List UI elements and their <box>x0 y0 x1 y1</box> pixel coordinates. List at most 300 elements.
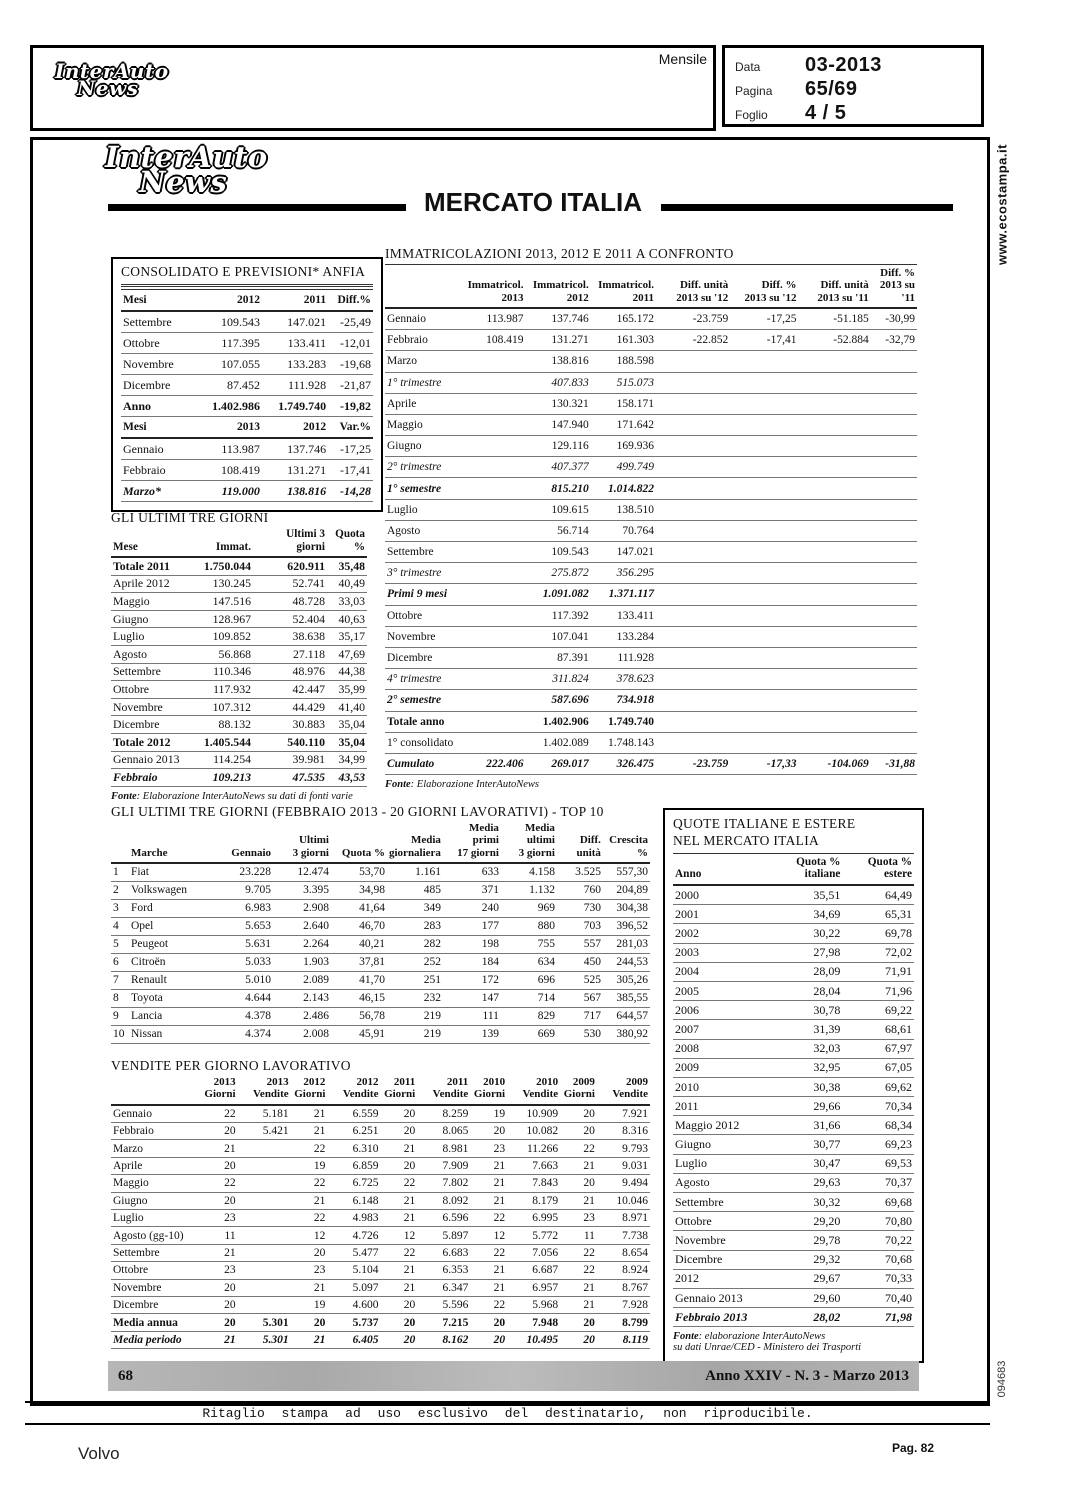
table-row <box>673 1058 914 1077</box>
table-cell: 6.251 <box>327 1123 380 1140</box>
table-cell <box>798 372 870 393</box>
table-cell: 107.312 <box>189 698 253 716</box>
meta-row-foglio <box>735 102 971 126</box>
table-cell: 2.008 <box>273 1025 331 1043</box>
table-cell <box>730 436 798 457</box>
table-cell: 6.596 <box>417 1209 470 1226</box>
table-cell: 21 <box>470 1262 507 1279</box>
table-cell: 34,99 <box>327 751 367 769</box>
table-cell <box>463 478 525 499</box>
table-cell: 52.741 <box>253 575 327 593</box>
table-cell: Totale anno <box>385 711 463 732</box>
table-cell: Novembre <box>385 626 463 647</box>
table-cell: -22.852 <box>656 330 730 351</box>
table-cell <box>730 542 798 563</box>
table-cell: 28,09 <box>766 962 843 981</box>
table-cell <box>730 520 798 541</box>
logo-line-2: News <box>77 76 139 101</box>
source-label: Fonte <box>111 790 137 802</box>
table-cell: 2.908 <box>273 899 331 917</box>
column-header: Immat. <box>189 526 253 557</box>
table-cell: 32,03 <box>766 1039 843 1058</box>
table-cell <box>463 393 525 414</box>
table-row <box>111 1025 650 1043</box>
data-table <box>111 526 367 787</box>
table-cell: 311.824 <box>526 669 591 690</box>
table-cell: -30,99 <box>871 308 917 330</box>
table-cell: 2011 <box>262 290 328 312</box>
vendite-section <box>111 1058 650 1349</box>
table-cell: 717 <box>557 1007 603 1025</box>
table-cell: 6.559 <box>327 1105 380 1123</box>
table-cell: 27,98 <box>766 943 843 962</box>
table-row <box>111 593 367 611</box>
table-cell <box>871 542 917 563</box>
source-text-line2: su dati Unrae/CED - Ministero dei Trasporti <box>673 1342 862 1354</box>
table-cell: 29,60 <box>766 1288 843 1307</box>
table-row <box>673 1135 914 1154</box>
table-cell: 10.082 <box>507 1123 560 1140</box>
table-cell: -31,88 <box>871 753 917 774</box>
table-cell <box>656 499 730 520</box>
table-cell <box>798 584 870 605</box>
table-cell <box>656 605 730 626</box>
table-cell: -104.069 <box>798 753 870 774</box>
table-cell: Dicembre <box>111 1296 201 1313</box>
table-cell: 2003 <box>673 943 766 962</box>
table-row <box>385 690 917 711</box>
table-cell: 133.411 <box>591 605 656 626</box>
table-cell <box>730 584 798 605</box>
data-value: 03-2013 <box>805 54 882 76</box>
data-label: Data <box>735 60 761 74</box>
table-cell: 27.118 <box>253 646 327 664</box>
column-header: 2013 Giorni <box>201 1074 238 1105</box>
table-cell: 21 <box>291 1279 328 1296</box>
table-cell: 8.654 <box>597 1244 650 1261</box>
table-cell: 70,68 <box>842 1250 914 1269</box>
table-cell: 23 <box>470 1140 507 1157</box>
table-cell: -52.884 <box>798 330 870 351</box>
table-cell: 5.181 <box>238 1105 291 1123</box>
table-row <box>111 1140 650 1157</box>
table-row <box>111 663 367 681</box>
table-cell: Ottobre <box>121 333 198 354</box>
table-cell <box>730 457 798 478</box>
table-row <box>111 1227 650 1244</box>
table-cell <box>798 563 870 584</box>
table-cell <box>463 457 525 478</box>
table-cell: 21 <box>380 1262 417 1279</box>
table-cell <box>871 393 917 414</box>
table-cell <box>463 669 525 690</box>
table-row <box>111 1244 650 1261</box>
table-cell <box>798 414 870 435</box>
column-header <box>111 1074 201 1105</box>
immatricolazioni-title: IMMATRICOLAZIONI 2013, 2012 E 2011 A CONFRONTO <box>385 246 917 265</box>
table-cell: Marzo* <box>121 481 198 502</box>
table-row <box>385 457 917 478</box>
table-cell: 113.987 <box>463 308 525 330</box>
table-cell: 22 <box>470 1244 507 1261</box>
table-cell <box>798 647 870 668</box>
table-cell: 30,77 <box>766 1135 843 1154</box>
table-cell <box>463 605 525 626</box>
table-cell: -25,49 <box>328 311 373 333</box>
vendite-title: VENDITE PER GIORNO LAVORATIVO <box>111 1058 351 1073</box>
table-cell: 4.644 <box>215 989 273 1007</box>
table-cell <box>656 436 730 457</box>
table-cell: 6.725 <box>327 1175 380 1192</box>
table-cell <box>730 626 798 647</box>
logo-line-1: InterAuto <box>55 59 169 83</box>
table-cell: 69,23 <box>842 1135 914 1154</box>
table-cell: 133.411 <box>262 333 328 354</box>
table-cell <box>730 732 798 753</box>
table-cell: 109.213 <box>189 769 253 787</box>
table-cell <box>798 436 870 457</box>
table-cell: 68,61 <box>842 1020 914 1039</box>
table-row <box>111 769 367 787</box>
table-cell: 70,22 <box>842 1231 914 1250</box>
table-cell: 5.104 <box>327 1262 380 1279</box>
table-row <box>111 1279 650 1296</box>
table-row <box>111 575 367 593</box>
table-row <box>385 626 917 647</box>
table-cell: 1.402.089 <box>526 732 591 753</box>
vendite-table-container <box>111 1074 650 1349</box>
column-header: 2009 Giorni <box>560 1074 597 1105</box>
table-cell: 70.764 <box>591 520 656 541</box>
table-cell <box>871 520 917 541</box>
table-cell: 67,97 <box>842 1039 914 1058</box>
table-cell: 70,37 <box>842 1173 914 1192</box>
table-cell: 23 <box>201 1209 238 1226</box>
table-cell: 1.405.544 <box>189 734 253 752</box>
table-cell: Gennaio <box>111 1105 201 1123</box>
table-cell: Luglio <box>385 499 463 520</box>
table-cell: 6.310 <box>327 1140 380 1157</box>
table-cell: 33,03 <box>327 593 367 611</box>
table-row <box>121 333 373 354</box>
table-cell: 2.486 <box>273 1007 331 1025</box>
table-cell: 7 <box>111 971 129 989</box>
table-cell: 5.301 <box>238 1314 291 1331</box>
table-cell: 1.749.740 <box>262 396 328 417</box>
table-cell: Anno <box>121 396 198 417</box>
table-cell: 7.909 <box>417 1157 470 1174</box>
table-cell <box>238 1279 291 1296</box>
table-row <box>111 610 367 628</box>
data-table <box>121 289 373 502</box>
immatricolazioni-table-container <box>385 265 917 775</box>
table-cell: 20 <box>560 1314 597 1331</box>
table-cell: 21 <box>201 1140 238 1157</box>
table-cell <box>238 1262 291 1279</box>
top10-title: GLI ULTIMI TRE GIORNI (FEBBRAIO 2013 - 20 GIORNI LAVORATIVI) - TOP 10 <box>111 804 604 819</box>
table-cell: Ottobre <box>111 1262 201 1279</box>
table-cell <box>656 711 730 732</box>
table-cell: 45,91 <box>331 1025 387 1043</box>
column-header: 2013 Vendite <box>238 1074 291 1105</box>
table-cell <box>463 732 525 753</box>
table-cell <box>730 372 798 393</box>
table-cell: 10.909 <box>507 1105 560 1123</box>
table-cell: 10.495 <box>507 1331 560 1348</box>
column-header: Diff. % 2013 su '11 <box>871 265 917 308</box>
table-cell: Giugno <box>111 1192 201 1209</box>
table-cell: 29,78 <box>766 1231 843 1250</box>
table-cell: 109.543 <box>526 542 591 563</box>
table-cell: 5.631 <box>215 935 273 953</box>
table-row <box>111 557 367 575</box>
table-cell: 5.097 <box>327 1279 380 1296</box>
table-cell: 530 <box>557 1025 603 1043</box>
table-row <box>673 1116 914 1135</box>
table-cell <box>238 1175 291 1192</box>
foglio-label: Foglio <box>735 108 768 122</box>
table-cell: 8.119 <box>597 1331 650 1348</box>
table-cell: 1.748.143 <box>591 732 656 753</box>
table-row <box>111 1314 650 1331</box>
table-cell: 515.073 <box>591 372 656 393</box>
table-cell: 35,04 <box>327 734 367 752</box>
table-cell: 6.983 <box>215 899 273 917</box>
table-cell: 111.928 <box>591 647 656 668</box>
table-cell: 44,38 <box>327 663 367 681</box>
table-cell: Totale 2012 <box>111 734 189 752</box>
table-cell: 138.510 <box>591 499 656 520</box>
table-cell: 485 <box>387 881 443 899</box>
table-cell: Febbraio <box>111 1123 201 1140</box>
table-row <box>111 1007 650 1025</box>
table-cell: Volkswagen <box>129 881 215 899</box>
table-cell: -17,41 <box>730 330 798 351</box>
table-cell: 22 <box>380 1175 417 1192</box>
table-cell: 109.543 <box>198 311 262 333</box>
table-cell: -19,68 <box>328 354 373 375</box>
table-cell: 6.405 <box>327 1331 380 1348</box>
table-cell: Cumulato <box>385 753 463 774</box>
table-cell: 119.000 <box>198 481 262 502</box>
table-cell: 69,68 <box>842 1193 914 1212</box>
table-cell <box>730 647 798 668</box>
column-header: Crescita % <box>603 820 650 863</box>
table-cell: 9.705 <box>215 881 273 899</box>
table-cell: -12,01 <box>328 333 373 354</box>
table-cell: 760 <box>557 881 603 899</box>
table-row <box>111 751 367 769</box>
table-cell: 22 <box>470 1296 507 1313</box>
table-cell: 109.852 <box>189 628 253 646</box>
table-row <box>121 438 373 460</box>
header-meta-box <box>722 45 984 127</box>
table-cell: 2° semestre <box>385 690 463 711</box>
title-rule-left <box>108 204 406 211</box>
table-cell: 6.353 <box>417 1262 470 1279</box>
table-cell: 34,98 <box>331 881 387 899</box>
table-cell: 557 <box>557 935 603 953</box>
table-cell: Agosto (gg-10) <box>111 1227 201 1244</box>
table-cell: 275.872 <box>526 563 591 584</box>
table-cell: 111 <box>443 1007 501 1025</box>
table-cell: 12 <box>291 1227 328 1244</box>
table-cell: 5.653 <box>215 917 273 935</box>
table-cell: 35,99 <box>327 681 367 699</box>
table-cell <box>798 478 870 499</box>
table-cell: 48.976 <box>253 663 327 681</box>
table-cell: Gennaio 2013 <box>673 1288 766 1307</box>
table-cell: Maggio <box>111 1175 201 1192</box>
table-cell: 8.179 <box>507 1192 560 1209</box>
table-row <box>111 917 650 935</box>
table-cell: 108.419 <box>198 460 262 481</box>
table-row <box>121 396 373 417</box>
table-cell: 12.474 <box>273 863 331 882</box>
table-cell: 109.615 <box>526 499 591 520</box>
table-cell: 20 <box>470 1123 507 1140</box>
column-header: Ultimi 3 giorni <box>273 820 331 863</box>
table-cell: 7.215 <box>417 1314 470 1331</box>
table-cell: Gennaio <box>385 308 463 330</box>
table-row <box>111 1123 650 1140</box>
table-cell <box>238 1209 291 1226</box>
table-cell <box>871 669 917 690</box>
table-row <box>385 478 917 499</box>
column-header: Diff. unità 2013 su '11 <box>798 265 870 308</box>
table-cell: 21 <box>380 1279 417 1296</box>
table-cell: 7.802 <box>417 1175 470 1192</box>
column-header: 2011 Vendite <box>417 1074 470 1105</box>
table-cell: 2.143 <box>273 989 331 1007</box>
table-cell: 147.021 <box>591 542 656 563</box>
table-cell: 6.859 <box>327 1157 380 1174</box>
table-cell: 829 <box>501 1007 557 1025</box>
table-cell: 21 <box>560 1192 597 1209</box>
table-cell: 5.897 <box>417 1227 470 1244</box>
table-cell: 1° consolidato <box>385 732 463 753</box>
table-cell: 222.406 <box>463 753 525 774</box>
table-row <box>385 414 917 435</box>
table-cell: Febbraio <box>385 330 463 351</box>
table-cell: 70,34 <box>842 1097 914 1116</box>
table-cell: Totale 2011 <box>111 557 189 575</box>
table-cell: 304,38 <box>603 899 650 917</box>
table-row <box>673 1077 914 1096</box>
consolidato-title: CONSOLIDATO E PREVISIONI* ANFIA <box>121 264 373 287</box>
table-cell: 6.957 <box>507 1279 560 1296</box>
table-cell: 21 <box>291 1123 328 1140</box>
table-cell: 232 <box>387 989 443 1007</box>
table-cell <box>656 414 730 435</box>
table-cell: 3° trimestre <box>385 563 463 584</box>
column-header: 2010 Vendite <box>507 1074 560 1105</box>
table-cell: 385,55 <box>603 989 650 1007</box>
table-row <box>673 962 914 981</box>
table-cell: 633 <box>443 863 501 882</box>
table-cell <box>656 372 730 393</box>
column-header: Quota % <box>327 526 367 557</box>
ultimi-tre-giorni-table-container <box>111 526 367 787</box>
top10-table-container <box>111 820 650 1044</box>
table-cell: 1 <box>111 863 129 882</box>
table-cell <box>871 584 917 605</box>
table-cell: 117.395 <box>198 333 262 354</box>
table-cell: Novembre <box>111 1279 201 1296</box>
table-cell: 23 <box>201 1262 238 1279</box>
table-cell: 53,70 <box>331 863 387 882</box>
table-cell <box>463 690 525 711</box>
table-cell: 64,49 <box>842 885 914 905</box>
table-row <box>111 953 650 971</box>
table-cell: 2009 <box>673 1058 766 1077</box>
table-cell: 11 <box>560 1227 597 1244</box>
table-cell: 326.475 <box>591 753 656 774</box>
table-cell <box>656 626 730 647</box>
table-cell: 2.640 <box>273 917 331 935</box>
table-cell: -23.759 <box>656 308 730 330</box>
ecostampa-url-vertical: www.ecostampa.it <box>994 144 1010 265</box>
table-cell: 2.264 <box>273 935 331 953</box>
table-cell: 20 <box>560 1175 597 1192</box>
table-cell: 20 <box>560 1331 597 1348</box>
table-cell: Novembre <box>121 354 198 375</box>
table-cell: Marzo <box>385 351 463 372</box>
table-cell: Maggio <box>111 593 189 611</box>
table-row <box>111 1192 650 1209</box>
table-cell: 969 <box>501 899 557 917</box>
table-cell: 133.284 <box>591 626 656 647</box>
table-cell: 407.377 <box>526 457 591 478</box>
table-cell: Dicembre <box>673 1250 766 1269</box>
table-cell: Settembre <box>673 1193 766 1212</box>
table-cell: 2012 <box>673 1269 766 1288</box>
table-cell: 7.921 <box>597 1105 650 1123</box>
table-cell: 31,66 <box>766 1116 843 1135</box>
source-text: : Elaborazione InterAutoNews su dati di fonti varie <box>136 790 353 802</box>
table-cell <box>656 690 730 711</box>
table-row <box>673 1288 914 1307</box>
table-cell: 23.228 <box>215 863 273 882</box>
table-cell: 40,49 <box>327 575 367 593</box>
table-row <box>111 734 367 752</box>
table-cell: 7.663 <box>507 1157 560 1174</box>
quote-source-note <box>673 1331 914 1353</box>
table-cell: 8.981 <box>417 1140 470 1157</box>
table-cell: 4 <box>111 917 129 935</box>
table-cell: 2012 <box>262 417 328 439</box>
table-cell: Dicembre <box>385 647 463 668</box>
table-cell: 30,47 <box>766 1154 843 1173</box>
table-cell: 5.596 <box>417 1296 470 1313</box>
table-cell <box>730 563 798 584</box>
table-cell: 11.266 <box>507 1140 560 1157</box>
table-cell: Aprile <box>111 1157 201 1174</box>
table-cell <box>871 436 917 457</box>
table-cell: 2013 <box>198 417 262 439</box>
meta-row-pagina <box>735 78 971 102</box>
table-row <box>673 1020 914 1039</box>
table-header-row <box>111 820 650 863</box>
table-cell: 2001 <box>673 905 766 924</box>
table-cell: Var.% <box>328 417 373 439</box>
table-cell: 165.172 <box>591 308 656 330</box>
table-row <box>673 981 914 1000</box>
table-cell: 5.737 <box>327 1314 380 1331</box>
table-cell: 1° semestre <box>385 478 463 499</box>
table-cell: 371 <box>443 881 501 899</box>
table-cell: 171.642 <box>591 414 656 435</box>
